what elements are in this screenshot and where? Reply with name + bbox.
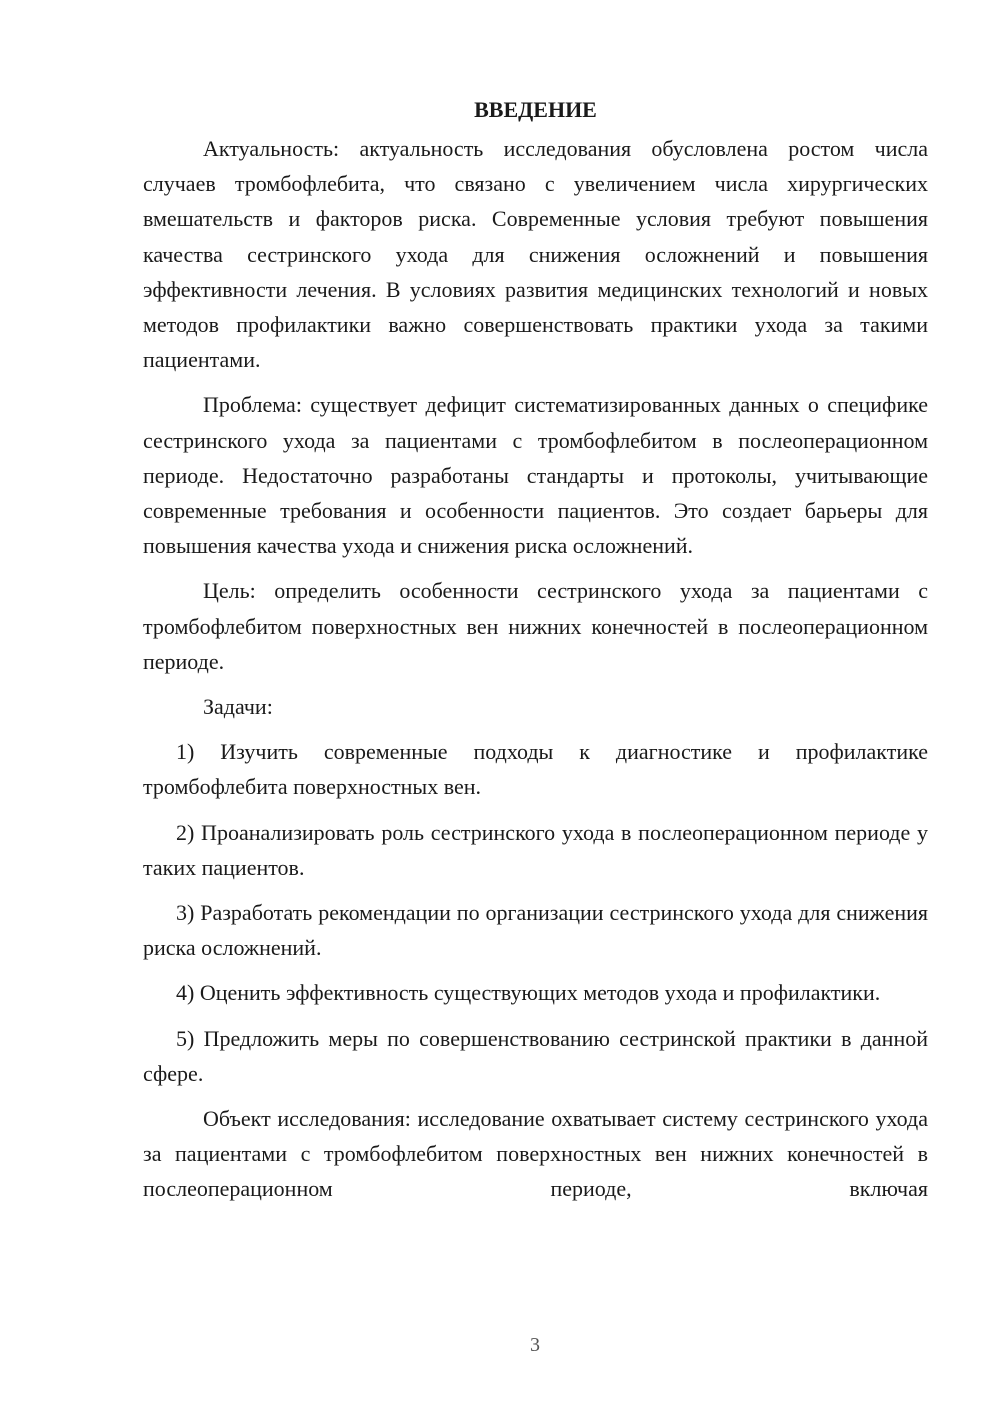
page-title: ВВЕДЕНИЕ	[474, 97, 597, 122]
task-item: 1) Изучить современные подходы к диагностике и профилактике тромбофлебита поверхностных вен.	[143, 739, 928, 800]
problem-paragraph: Проблема: существует дефицит систематизированных данных о специфике сестринского ухода за пациентами с тромбофлебитом в послеоперационном периоде. Недостаточно разработаны стандарты и протоколы, учитывающие современные требования и особенности пациентов. Это создает барьеры для повышения качества ухода и снижения риска осложнений.	[143, 392, 928, 559]
task-item: 5) Предложить меры по совершенствованию сестринской практики в данной сфере.	[143, 1025, 928, 1086]
tasks-label: Задачи:	[203, 694, 273, 720]
goal-paragraph: Цель: определить особенности сестринского ухода за пациентами с тромбофлебитом поверхностных вен нижних конечностей в послеоперационном периоде.	[143, 578, 928, 674]
task-item: 3) Разработать рекомендации по организации сестринского ухода для снижения риска осложнений.	[143, 900, 928, 961]
document-page	[143, 92, 928, 1217]
relevance-paragraph: Актуальность: актуальность исследования обусловлена ростом числа случаев тромбофлебита, что связано с увеличением числа хирургических вмешательств и факторов риска. Современные условия требуют повышения качества сестринского ухода для снижения осложнений и повышения эффективности лечения. В условиях развития медицинских технологий и новых методов профилактики важно совершенствовать практики ухода за такими пациентами.	[143, 136, 928, 373]
object-paragraph: Объект исследования: исследование охватывает систему сестринского ухода за пациентами с тромбофлебитом поверхностных вен нижних конечностей в послеоперационном периоде, включая	[143, 1106, 928, 1202]
task-item: 2) Проанализировать роль сестринского ухода в послеоперационном периоде у таких пациентов.	[143, 819, 928, 880]
task-item: 4) Оценить эффективность существующих методов ухода и профилактики.	[176, 980, 881, 1006]
page-number: 3	[530, 1334, 540, 1356]
